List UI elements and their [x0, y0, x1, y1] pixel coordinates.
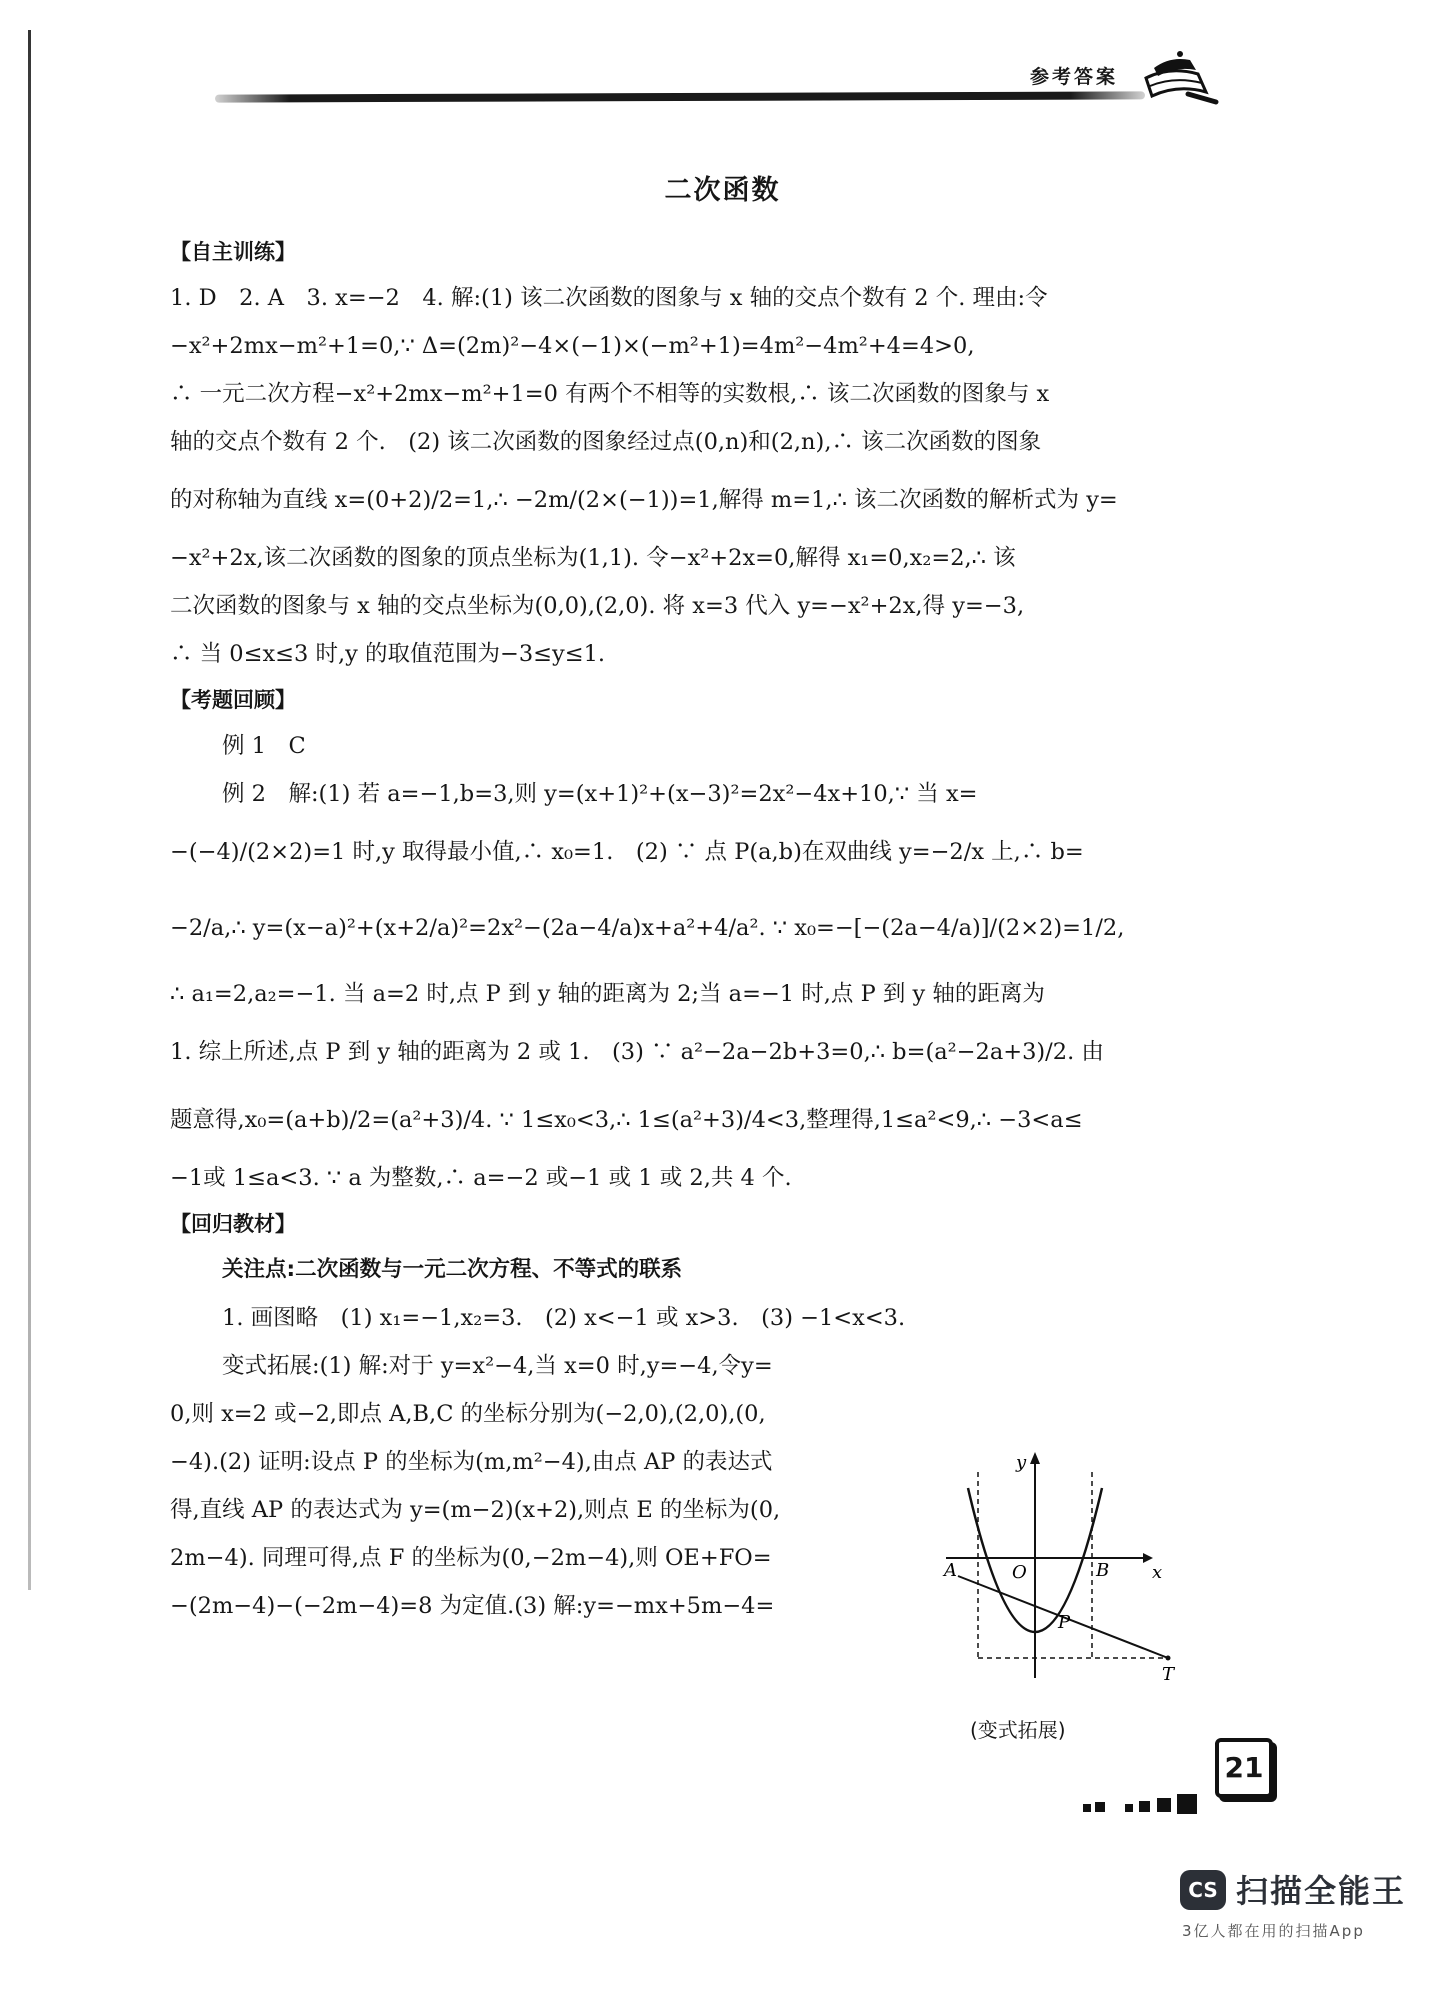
text-line: 二次函数的图象与 x 轴的交点坐标为(0,0),(2,0). 将 x=3 代入 y=−x²+2x,得 y=−3, — [170, 593, 1025, 619]
text-line: 轴的交点个数有 2 个. (2) 该二次函数的图象经过点(0,n)和(2,n),∴ 该二次函数的图象 — [170, 429, 1042, 455]
point-t — [1166, 1656, 1171, 1661]
watermark-name: 扫描全能王 — [1236, 1872, 1407, 1910]
page-number: 21 — [1215, 1738, 1273, 1798]
text-line: 的对称轴为直线 x=(0+2)/2=1,∴ −2m/(2×(−1))=1,解得 m=1,∴ 该二次函数的解析式为 y= — [170, 487, 1118, 513]
focus-point: 关注点:二次函数与一元二次方程、不等式的联系 — [222, 1257, 683, 1282]
figure-caption: (变式拓展) — [970, 1718, 1066, 1742]
text-line: 题意得,x₀=(a+b)/2=(a²+3)/4. ∵ 1≤x₀<3,∴ 1≤(a²+3)/4<3,整理得,1≤a²<9,∴ −3<a≤ — [170, 1107, 1083, 1133]
section-heading-textbook: 【回归教材】 — [170, 1212, 296, 1236]
text-line: 0,则 x=2 或−2,即点 A,B,C 的坐标分别为(−2,0),(2,0),(0, — [170, 1401, 766, 1427]
text-line: 1. 综上所述,点 P 到 y 轴的距离为 2 或 1. (3) ∵ a²−2a−2b+3=0,∴ b=(a²−2a+3)/2. 由 — [170, 1039, 1104, 1065]
text-line: 1. D 2. A 3. x=−2 4. 解:(1) 该二次函数的图象与 x 轴的交点个数有 2 个. 理由:令 — [170, 285, 1048, 311]
text-line: ∴ 当 0≤x≤3 时,y 的取值范围为−3≤y≤1. — [170, 641, 606, 667]
watermark-slogan: 3亿人都在用的扫描App — [1182, 1922, 1365, 1940]
text-line: ∴ a₁=2,a₂=−1. 当 a=2 时,点 P 到 y 轴的距离为 2;当 a=−1 时,点 P 到 y 轴的距离为 — [170, 981, 1045, 1007]
text-line: 2m−4). 同理可得,点 F 的坐标为(0,−2m−4),则 OE+FO= — [170, 1545, 772, 1571]
text-line: 例 2 解:(1) 若 a=−1,b=3,则 y=(x+1)²+(x−3)²=2x²−4x+10,∵ 当 x= — [222, 781, 978, 807]
scan-edge — [28, 30, 31, 1590]
section-heading-exam-review: 【考题回顾】 — [170, 688, 296, 712]
text-line: 得,直线 AP 的表达式为 y=(m−2)(x+2),则点 E 的坐标为(0, — [170, 1497, 781, 1523]
watermark-badge: CS — [1180, 1870, 1226, 1910]
label-t: T — [1162, 1664, 1175, 1685]
header-label: 参考答案 — [1030, 66, 1119, 88]
item-1: 1. 画图略 (1) x₁=−1,x₂=3. (2) x<−1 或 x>3. (3) −1<x<3. — [222, 1305, 906, 1331]
example-1: 例 1 C — [222, 733, 306, 759]
text-line: −x²+2x,该二次函数的图象的顶点坐标为(1,1). 令−x²+2x=0,解得 x₁=0,x₂=2,∴ 该 — [170, 545, 1016, 571]
text-line: −x²+2mx−m²+1=0,∵ Δ=(2m)²−4×(−1)×(−m²+1)=4m²−4m²+4=4>0, — [170, 333, 975, 359]
label-b: B — [1096, 1560, 1110, 1581]
books-pen-icon — [1140, 48, 1220, 108]
text-line: −(2m−4)−(−2m−4)=8 为定值.(3) 解:y=−mx+5m−4= — [170, 1593, 775, 1619]
parabola-figure — [938, 1450, 1208, 1686]
label-p: P — [1058, 1612, 1071, 1633]
text-line: 变式拓展:(1) 解:对于 y=x²−4,当 x=0 时,y=−4,令y= — [222, 1353, 773, 1379]
label-x: x — [1152, 1562, 1163, 1583]
text-line: −(−4)/(2×2)=1 时,y 取得最小值,∴ x₀=1. (2) ∵ 点 P(a,b)在双曲线 y=−2/x 上,∴ b= — [170, 839, 1084, 865]
label-origin: O — [1012, 1562, 1027, 1583]
text-line: −1或 1≤a<3. ∵ a 为整数,∴ a=−2 或−1 或 1 或 2,共 4 个. — [170, 1165, 792, 1191]
text-line: −4).(2) 证明:设点 P 的坐标为(m,m²−4),由点 AP 的表达式 — [170, 1449, 773, 1475]
answer-content — [170, 230, 1200, 1630]
text-line: ∴ 一元二次方程−x²+2mx−m²+1=0 有两个不相等的实数根,∴ 该二次函数的图象与 x — [170, 381, 1050, 407]
label-y: y — [1016, 1452, 1027, 1473]
y-axis-arrow — [1030, 1452, 1040, 1464]
label-a: A — [944, 1560, 957, 1581]
header-rule — [215, 91, 1145, 102]
section-heading-self-training: 【自主训练】 — [170, 240, 296, 264]
decorative-squares-icon — [1083, 1790, 1223, 1820]
text-line: −2/a,∴ y=(x−a)²+(x+2/a)²=2x²−(2a−4/a)x+a²+4/a². ∵ x₀=−[−(2a−4/a)]/(2×2)=1/2, — [170, 915, 1125, 941]
page-title: 二次函数 — [664, 175, 781, 206]
